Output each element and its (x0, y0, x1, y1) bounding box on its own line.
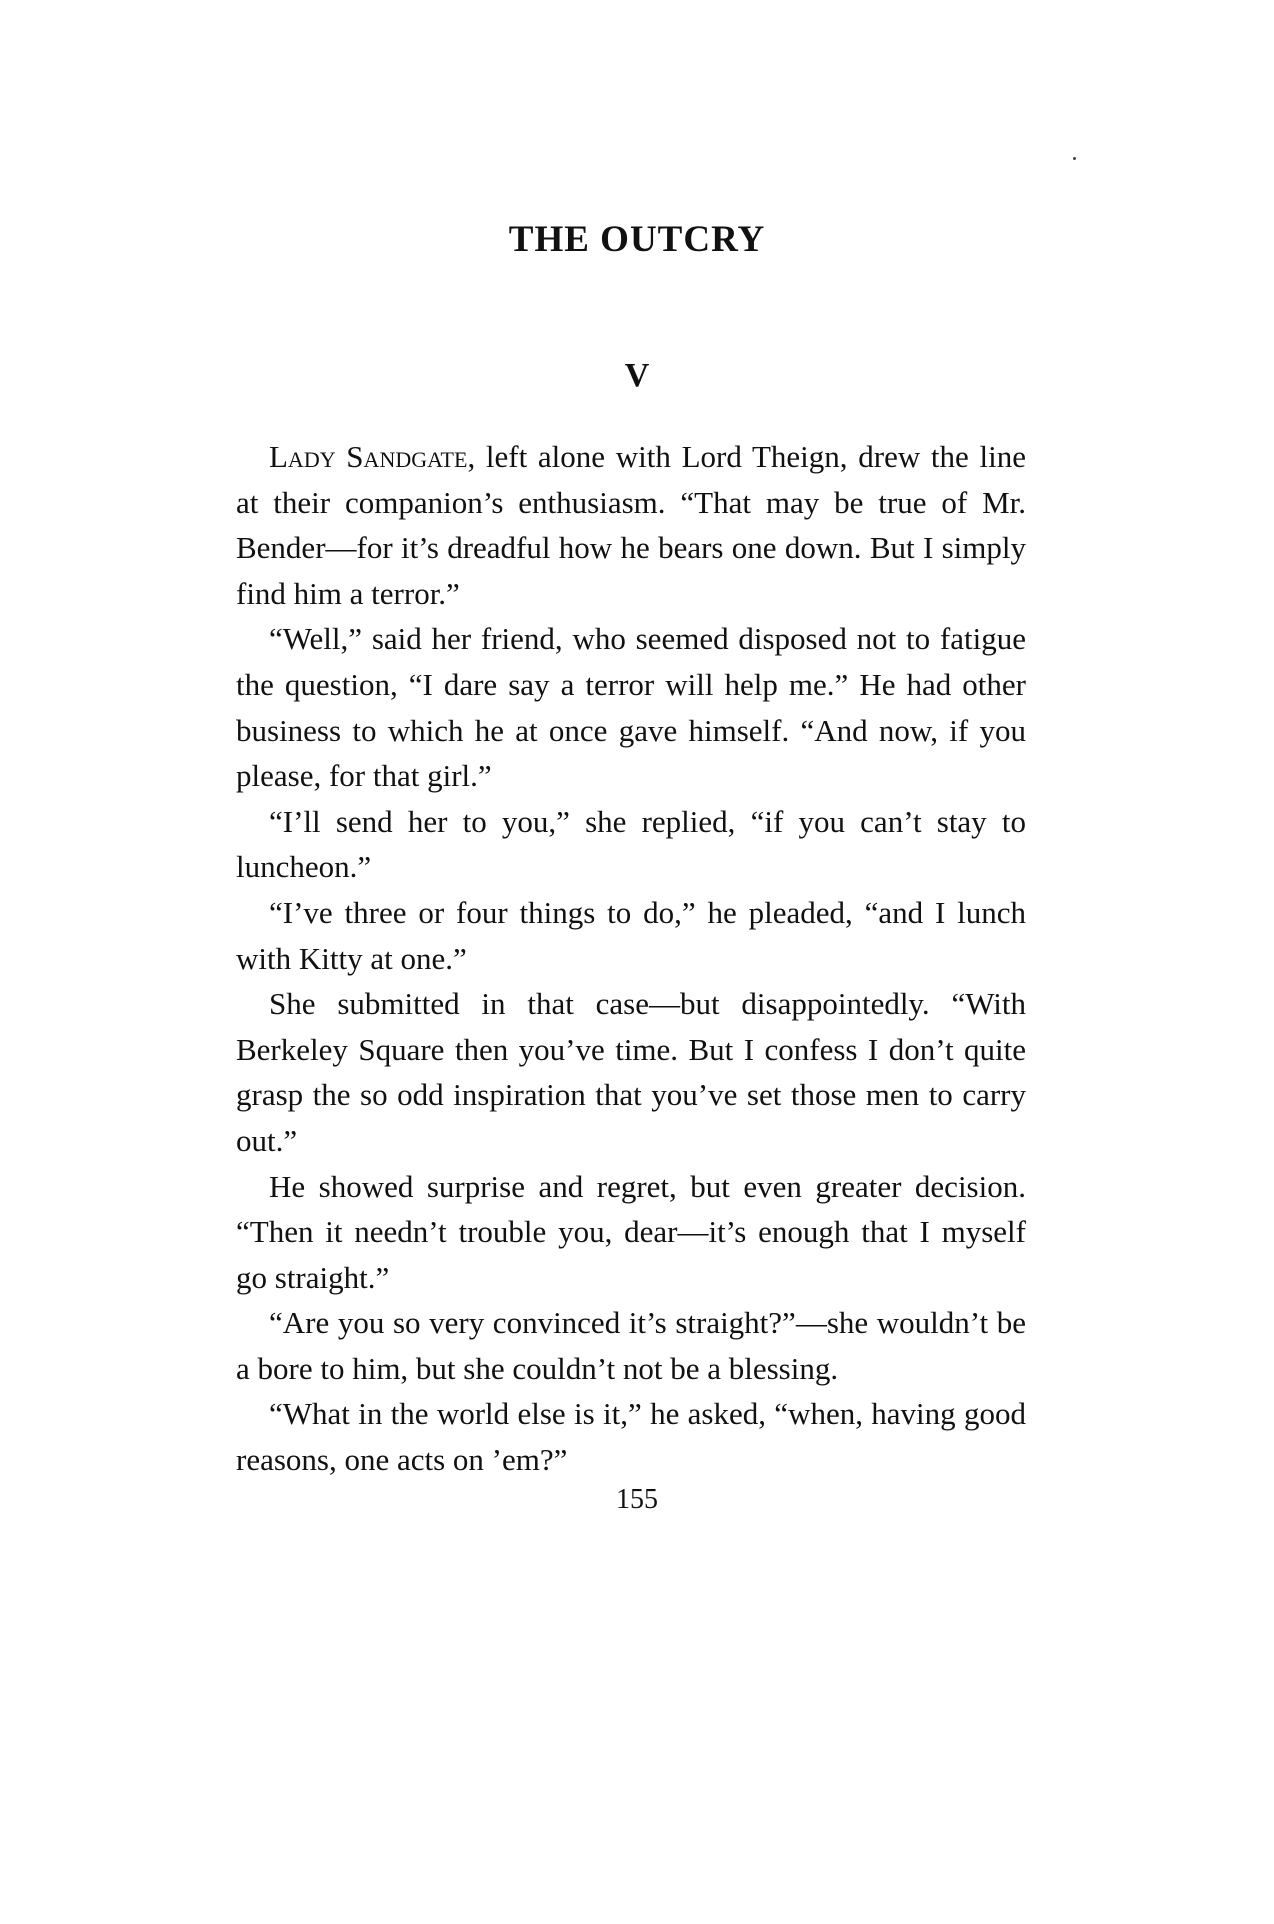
paragraph-3: “I’ll send her to you,” she replied, “if you can’t stay to luncheon.” (236, 803, 1026, 885)
paragraph-2: “Well,” said her friend, who seemed disposed not to fatigue the question, “I dare say a terror will help me.” He had other business to which he at once gave himself. “And now, if you please, for that girl.” (236, 621, 1026, 794)
chapter-number: V (624, 357, 650, 394)
paragraph-5: She submitted in that case—but disappointedly. “With Berkeley Square then you’ve time. But I confess I don’t quite grasp the so odd inspiration that you’ve set those men to carry out.” (236, 986, 1026, 1158)
page-number: 155 (616, 1484, 658, 1515)
page-speck (1073, 157, 1076, 160)
paragraph-1 (236, 434, 1026, 616)
paragraph-1-text: , left alone with Lord Theign, drew the line at their companion’s enthusiasm. “That may be true of Mr. Bender—for it’s dreadful how he bears one down. But I simply find him a terror.” (236, 439, 1027, 611)
opening-small-caps: Lady Sandgate (269, 439, 468, 474)
running-head: THE OUTCRY (508, 219, 766, 260)
paragraph-6: He showed surprise and regret, but even greater decision. “Then it needn’t trouble you, dear—it’s enough that I myself go straight.” (236, 1168, 1026, 1295)
body-text (236, 434, 1026, 1483)
paragraph-8: “What in the world else is it,” he asked, “when, having good reasons, one acts on ’em?” (236, 1396, 1026, 1478)
paragraph-4: “I’ve three or four things to do,” he pleaded, “and I lunch with Kitty at one.” (236, 894, 1026, 976)
paragraph-7: “Are you so very convinced it’s straight?”—she wouldn’t be a bore to him, but she couldn’t not be a blessing. (236, 1305, 1026, 1386)
